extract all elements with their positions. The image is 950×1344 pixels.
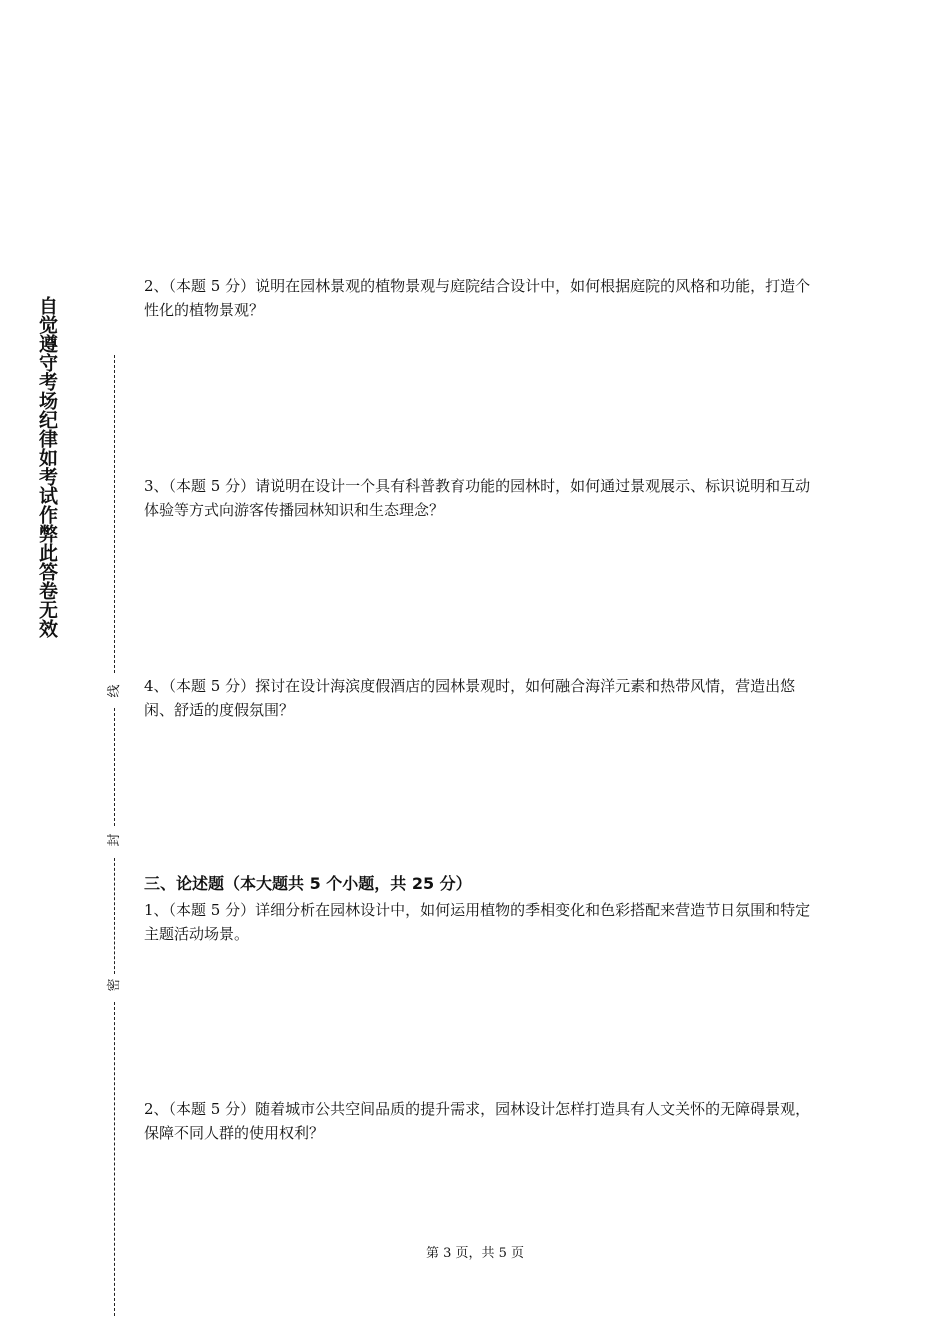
section-title: 三、论述题（本大题共 5 个小题，共 25 分）: [144, 874, 472, 893]
question-item: 1、（本题 5 分）详细分析在园林设计中，如何运用植物的季相变化和色彩搭配来营造节日氛围和特定主题活动场景。: [144, 901, 811, 943]
exam-discipline-warning: 自觉遵守考场纪律如考试作弊此答卷无效: [36, 296, 58, 638]
question-item: 4、（本题 5 分）探讨在设计海滨度假酒店的园林景观时，如何融合海洋元素和热带风情，营造出悠闲、舒适的度假氛围？: [144, 677, 796, 719]
question-item: 2、（本题 5 分）随着城市公共空间品质的提升需求，园林设计怎样打造具有人文关怀的无障碍景观，保障不同人群的使用权利？: [144, 1100, 811, 1142]
question-item: 2、（本题 5 分）说明在园林景观的植物景观与庭院结合设计中，如何根据庭院的风格和功能，打造个性化的植物景观？: [144, 277, 811, 319]
binding-dashed-line: [114, 355, 115, 673]
binding-mark-line: 线: [106, 682, 124, 700]
page-number: 第 3 页，共 5 页: [425, 1246, 525, 1261]
question-item: 3、（本题 5 分）请说明在设计一个具有科普教育功能的园林时，如何通过景观展示、标识说明和互动体验等方式向游客传播园林知识和生态理念？: [144, 477, 811, 519]
binding-dashed-line: [114, 708, 115, 826]
binding-dashed-line: [114, 1002, 115, 1316]
binding-dashed-line: [114, 858, 115, 974]
binding-mark-secret: 密: [106, 976, 124, 994]
binding-mark-seal: 封: [106, 831, 124, 849]
